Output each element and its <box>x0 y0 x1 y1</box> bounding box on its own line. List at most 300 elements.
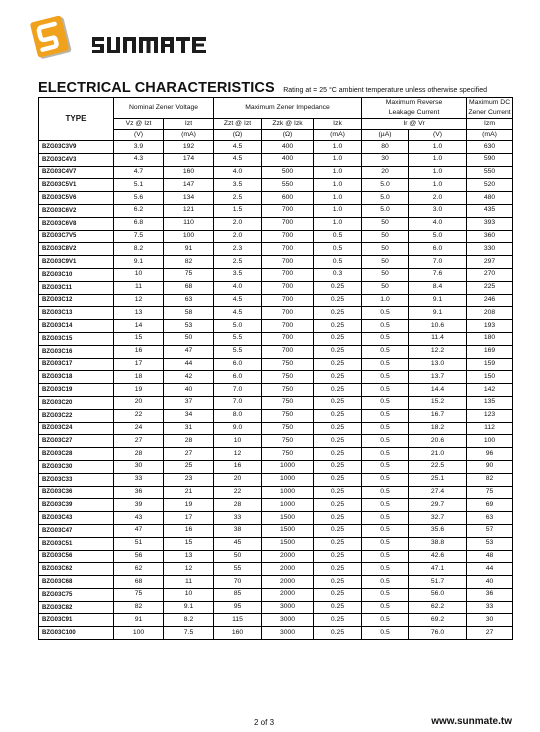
value-cell: 1000 <box>262 460 314 473</box>
table-row <box>39 153 513 166</box>
value-cell: 4.5 <box>214 294 262 307</box>
table-row <box>39 563 513 576</box>
type-cell: BZG03C28 <box>39 448 114 461</box>
table-body <box>39 141 513 640</box>
value-cell: 44 <box>164 358 214 371</box>
value-cell: 225 <box>467 281 513 294</box>
type-cell: BZG03C9V1 <box>39 256 114 269</box>
value-cell: 480 <box>467 192 513 205</box>
unit-header: (mA) <box>467 130 513 141</box>
value-cell: 39 <box>114 499 164 512</box>
value-cell: 4.7 <box>114 166 164 179</box>
value-cell: 28 <box>114 448 164 461</box>
type-cell: BZG03C4V3 <box>39 153 114 166</box>
type-cell: BZG03C16 <box>39 345 114 358</box>
value-cell: 38.8 <box>409 537 467 550</box>
type-cell: BZG03C39 <box>39 499 114 512</box>
value-cell: 1.0 <box>314 217 362 230</box>
value-cell: 550 <box>467 166 513 179</box>
value-cell: 25.1 <box>409 473 467 486</box>
type-cell: BZG03C100 <box>39 627 114 640</box>
value-cell: 36 <box>467 588 513 601</box>
value-cell: 8.2 <box>164 614 214 627</box>
type-cell: BZG03C17 <box>39 358 114 371</box>
value-cell: 36 <box>114 486 164 499</box>
type-cell: BZG03C33 <box>39 473 114 486</box>
value-cell: 53 <box>467 537 513 550</box>
value-cell: 22.5 <box>409 460 467 473</box>
value-cell: 13.7 <box>409 371 467 384</box>
value-cell: 750 <box>262 371 314 384</box>
value-cell: 3000 <box>262 627 314 640</box>
value-cell: 0.25 <box>314 384 362 397</box>
value-cell: 50 <box>362 230 409 243</box>
value-cell: 0.5 <box>314 243 362 256</box>
value-cell: 5.5 <box>214 345 262 358</box>
value-cell: 47.1 <box>409 563 467 576</box>
value-cell: 0.5 <box>362 473 409 486</box>
value-cell: 21.0 <box>409 448 467 461</box>
type-cell: BZG03C6V8 <box>39 217 114 230</box>
value-cell: 0.3 <box>314 268 362 281</box>
value-cell: 0.5 <box>362 601 409 614</box>
value-cell: 33 <box>214 512 262 525</box>
value-cell: 270 <box>467 268 513 281</box>
value-cell: 62 <box>114 563 164 576</box>
value-cell: 1.0 <box>362 294 409 307</box>
value-cell: 0.25 <box>314 512 362 525</box>
value-cell: 27 <box>467 627 513 640</box>
value-cell: 50 <box>164 332 214 345</box>
value-cell: 750 <box>262 409 314 422</box>
value-cell: 29.7 <box>409 499 467 512</box>
type-cell: BZG03C51 <box>39 537 114 550</box>
value-cell: 0.25 <box>314 371 362 384</box>
value-cell: 20.6 <box>409 435 467 448</box>
value-cell: 0.5 <box>362 320 409 333</box>
value-cell: 2.5 <box>214 256 262 269</box>
type-cell: BZG03C5V6 <box>39 192 114 205</box>
value-cell: 192 <box>164 141 214 154</box>
table-row <box>39 601 513 614</box>
value-cell: 135 <box>467 396 513 409</box>
value-cell: 0.5 <box>362 435 409 448</box>
value-cell: 5.0 <box>409 230 467 243</box>
value-cell: 82 <box>114 601 164 614</box>
value-cell: 13.0 <box>409 358 467 371</box>
value-cell: 50 <box>362 268 409 281</box>
table-row <box>39 371 513 384</box>
value-cell: 31 <box>164 422 214 435</box>
value-cell: 0.5 <box>362 499 409 512</box>
value-cell: 0.25 <box>314 499 362 512</box>
sunmate-logo-graphic <box>28 10 213 66</box>
table-row <box>39 422 513 435</box>
value-cell: 10 <box>214 435 262 448</box>
value-cell: 68 <box>164 281 214 294</box>
value-cell: 69 <box>467 499 513 512</box>
table-row <box>39 576 513 589</box>
value-cell: 37 <box>164 396 214 409</box>
value-cell: 6.0 <box>214 371 262 384</box>
value-cell: 16 <box>164 524 214 537</box>
table-row <box>39 435 513 448</box>
value-cell: 76.0 <box>409 627 467 640</box>
value-cell: 20 <box>362 166 409 179</box>
value-cell: 0.25 <box>314 396 362 409</box>
value-cell: 2.0 <box>214 230 262 243</box>
value-cell: 40 <box>467 576 513 589</box>
value-cell: 44 <box>467 563 513 576</box>
value-cell: 1.0 <box>314 204 362 217</box>
value-cell: 15 <box>164 537 214 550</box>
value-cell: 700 <box>262 345 314 358</box>
value-cell: 10 <box>164 588 214 601</box>
table-row <box>39 256 513 269</box>
value-cell: 500 <box>262 166 314 179</box>
value-cell: 68 <box>114 576 164 589</box>
value-cell: 30 <box>114 460 164 473</box>
value-cell: 0.25 <box>314 294 362 307</box>
value-cell: 435 <box>467 204 513 217</box>
value-cell: 50 <box>362 256 409 269</box>
value-cell: 0.5 <box>362 345 409 358</box>
value-cell: 0.5 <box>362 486 409 499</box>
unit-header: (Ω) <box>214 130 262 141</box>
value-cell: 2000 <box>262 576 314 589</box>
table-row <box>39 473 513 486</box>
value-cell: 400 <box>262 153 314 166</box>
value-cell: 0.25 <box>314 601 362 614</box>
value-cell: 0.5 <box>362 460 409 473</box>
value-cell: 750 <box>262 435 314 448</box>
value-cell: 750 <box>262 448 314 461</box>
value-cell: 1.0 <box>409 179 467 192</box>
table-row <box>39 460 513 473</box>
value-cell: 47 <box>164 345 214 358</box>
value-cell: 7.6 <box>409 268 467 281</box>
value-cell: 33 <box>467 601 513 614</box>
value-cell: 6.8 <box>114 217 164 230</box>
table-row <box>39 384 513 397</box>
type-cell: BZG03C75 <box>39 588 114 601</box>
type-cell: BZG03C18 <box>39 371 114 384</box>
value-cell: 7.5 <box>164 627 214 640</box>
value-cell: 2000 <box>262 563 314 576</box>
value-cell: 14.4 <box>409 384 467 397</box>
value-cell: 95 <box>214 601 262 614</box>
value-cell: 297 <box>467 256 513 269</box>
value-cell: 4.5 <box>214 141 262 154</box>
table-row <box>39 217 513 230</box>
website-url: www.sunmate.tw <box>431 716 512 727</box>
value-cell: 27 <box>114 435 164 448</box>
table-row <box>39 524 513 537</box>
value-cell: 0.25 <box>314 627 362 640</box>
value-cell: 17 <box>114 358 164 371</box>
value-cell: 19 <box>114 384 164 397</box>
value-cell: 63 <box>467 512 513 525</box>
value-cell: 174 <box>164 153 214 166</box>
value-cell: 1.0 <box>314 153 362 166</box>
value-cell: 0.5 <box>362 371 409 384</box>
value-cell: 0.25 <box>314 448 362 461</box>
value-cell: 630 <box>467 141 513 154</box>
value-cell: 700 <box>262 243 314 256</box>
value-cell: 7.0 <box>409 256 467 269</box>
value-cell: 1000 <box>262 473 314 486</box>
value-cell: 75 <box>467 486 513 499</box>
type-cell: BZG03C7V5 <box>39 230 114 243</box>
value-cell: 700 <box>262 320 314 333</box>
value-cell: 550 <box>262 179 314 192</box>
unit-header: (Ω) <box>262 130 314 141</box>
value-cell: 20 <box>114 396 164 409</box>
value-cell: 7.0 <box>214 396 262 409</box>
value-cell: 13 <box>164 550 214 563</box>
value-cell: 0.5 <box>362 576 409 589</box>
value-cell: 0.25 <box>314 614 362 627</box>
value-cell: 0.25 <box>314 537 362 550</box>
value-cell: 3000 <box>262 601 314 614</box>
type-cell: BZG03C8V2 <box>39 243 114 256</box>
value-cell: 0.25 <box>314 576 362 589</box>
type-cell: BZG03C47 <box>39 524 114 537</box>
unit-header: (mA) <box>164 130 214 141</box>
value-cell: 3.5 <box>214 268 262 281</box>
value-cell: 7.5 <box>114 230 164 243</box>
value-cell: 62.2 <box>409 601 467 614</box>
value-cell: 0.25 <box>314 486 362 499</box>
value-cell: 1.0 <box>314 166 362 179</box>
value-cell: 42 <box>164 371 214 384</box>
value-cell: 0.25 <box>314 332 362 345</box>
value-cell: 2.5 <box>214 192 262 205</box>
table-row <box>39 512 513 525</box>
value-cell: 3000 <box>262 614 314 627</box>
value-cell: 0.5 <box>362 512 409 525</box>
table-row <box>39 243 513 256</box>
table-row <box>39 358 513 371</box>
value-cell: 1500 <box>262 512 314 525</box>
section-title: ELECTRICAL CHARACTERISTICS <box>38 80 275 96</box>
table-row <box>39 345 513 358</box>
value-cell: 0.25 <box>314 281 362 294</box>
value-cell: 0.5 <box>362 524 409 537</box>
value-cell: 4.5 <box>214 307 262 320</box>
unit-header: (µA) <box>362 130 409 141</box>
rating-note: Rating at = 25 °C ambient temperature unless otherwise specified <box>283 87 487 94</box>
table-row <box>39 614 513 627</box>
value-cell: 27 <box>164 448 214 461</box>
table-row <box>39 409 513 422</box>
value-cell: 1.0 <box>314 141 362 154</box>
value-cell: 0.25 <box>314 345 362 358</box>
value-cell: 5.0 <box>362 192 409 205</box>
value-cell: 700 <box>262 268 314 281</box>
value-cell: 147 <box>164 179 214 192</box>
value-cell: 9.1 <box>409 307 467 320</box>
type-cell: BZG03C27 <box>39 435 114 448</box>
value-cell: 22 <box>214 486 262 499</box>
section-heading <box>38 79 487 97</box>
value-cell: 4.0 <box>409 217 467 230</box>
type-cell: BZG03C24 <box>39 422 114 435</box>
value-cell: 11 <box>114 281 164 294</box>
table-row <box>39 179 513 192</box>
value-cell: 28 <box>164 435 214 448</box>
value-cell: 0.25 <box>314 409 362 422</box>
value-cell: 110 <box>164 217 214 230</box>
value-cell: 47 <box>114 524 164 537</box>
table-row <box>39 268 513 281</box>
value-cell: 0.5 <box>314 230 362 243</box>
value-cell: 3.5 <box>214 179 262 192</box>
table-row <box>39 141 513 154</box>
value-cell: 56 <box>114 550 164 563</box>
maximum-zener-impedance-header: Maximum Zener Impedance <box>214 98 362 119</box>
value-cell: 22 <box>114 409 164 422</box>
value-cell: 16 <box>214 460 262 473</box>
value-cell: 12 <box>214 448 262 461</box>
value-cell: 43 <box>114 512 164 525</box>
value-cell: 13 <box>114 307 164 320</box>
value-cell: 0.5 <box>362 358 409 371</box>
table-row <box>39 550 513 563</box>
value-cell: 0.25 <box>314 435 362 448</box>
value-cell: 15.2 <box>409 396 467 409</box>
value-cell: 55 <box>214 563 262 576</box>
value-cell: 134 <box>164 192 214 205</box>
value-cell: 30 <box>362 153 409 166</box>
type-cell: BZG03C19 <box>39 384 114 397</box>
value-cell: 58 <box>164 307 214 320</box>
value-cell: 56.0 <box>409 588 467 601</box>
value-cell: 1500 <box>262 524 314 537</box>
value-cell: 35.6 <box>409 524 467 537</box>
value-cell: 0.5 <box>362 550 409 563</box>
value-cell: 75 <box>114 588 164 601</box>
value-cell: 1.0 <box>409 166 467 179</box>
value-cell: 0.25 <box>314 307 362 320</box>
value-cell: 5.0 <box>362 204 409 217</box>
value-cell: 1.0 <box>409 153 467 166</box>
value-cell: 0.25 <box>314 563 362 576</box>
value-cell: 34 <box>164 409 214 422</box>
value-cell: 142 <box>467 384 513 397</box>
maximum-dc-zener-current-header: Maximum DC Zener Current <box>467 98 513 119</box>
value-cell: 100 <box>164 230 214 243</box>
value-cell: 70 <box>214 576 262 589</box>
value-cell: 19 <box>164 499 214 512</box>
unit-header: (V) <box>409 130 467 141</box>
table-row <box>39 332 513 345</box>
value-cell: 0.25 <box>314 460 362 473</box>
table-row <box>39 499 513 512</box>
value-cell: 30 <box>467 614 513 627</box>
value-cell: 0.25 <box>314 358 362 371</box>
value-cell: 18 <box>114 371 164 384</box>
vz-header: Vz @ Izt <box>114 119 164 130</box>
value-cell: 0.25 <box>314 524 362 537</box>
value-cell: 0.5 <box>362 588 409 601</box>
value-cell: 50 <box>362 217 409 230</box>
value-cell: 82 <box>164 256 214 269</box>
type-cell: BZG03C4V7 <box>39 166 114 179</box>
value-cell: 160 <box>214 627 262 640</box>
value-cell: 0.5 <box>362 627 409 640</box>
value-cell: 5.5 <box>214 332 262 345</box>
value-cell: 21 <box>164 486 214 499</box>
type-cell: BZG03C91 <box>39 614 114 627</box>
value-cell: 69.2 <box>409 614 467 627</box>
value-cell: 8.4 <box>409 281 467 294</box>
table-row <box>39 320 513 333</box>
value-cell: 9.1 <box>114 256 164 269</box>
value-cell: 45 <box>214 537 262 550</box>
value-cell: 360 <box>467 230 513 243</box>
value-cell: 700 <box>262 230 314 243</box>
value-cell: 750 <box>262 358 314 371</box>
value-cell: 28 <box>214 499 262 512</box>
value-cell: 63 <box>164 294 214 307</box>
value-cell: 112 <box>467 422 513 435</box>
unit-header: (V) <box>114 130 164 141</box>
value-cell: 0.5 <box>362 614 409 627</box>
type-cell: BZG03C12 <box>39 294 114 307</box>
value-cell: 5.0 <box>214 320 262 333</box>
type-cell: BZG03C30 <box>39 460 114 473</box>
value-cell: 20 <box>214 473 262 486</box>
type-header: TYPE <box>39 98 114 141</box>
value-cell: 2000 <box>262 550 314 563</box>
value-cell: 0.25 <box>314 320 362 333</box>
value-cell: 4.3 <box>114 153 164 166</box>
type-cell: BZG03C3V9 <box>39 141 114 154</box>
value-cell: 400 <box>262 141 314 154</box>
value-cell: 50 <box>214 550 262 563</box>
value-cell: 33 <box>114 473 164 486</box>
value-cell: 115 <box>214 614 262 627</box>
value-cell: 700 <box>262 294 314 307</box>
value-cell: 0.5 <box>314 256 362 269</box>
value-cell: 0.25 <box>314 550 362 563</box>
value-cell: 27.4 <box>409 486 467 499</box>
type-cell: BZG03C82 <box>39 601 114 614</box>
value-cell: 2.0 <box>409 192 467 205</box>
table-row <box>39 307 513 320</box>
value-cell: 57 <box>467 524 513 537</box>
type-cell: BZG03C68 <box>39 576 114 589</box>
value-cell: 16 <box>114 345 164 358</box>
table-row <box>39 537 513 550</box>
value-cell: 12 <box>164 563 214 576</box>
value-cell: 2.0 <box>214 217 262 230</box>
value-cell: 38 <box>214 524 262 537</box>
value-cell: 15 <box>114 332 164 345</box>
value-cell: 1000 <box>262 486 314 499</box>
type-cell: BZG03C10 <box>39 268 114 281</box>
value-cell: 10.6 <box>409 320 467 333</box>
value-cell: 169 <box>467 345 513 358</box>
value-cell: 6.2 <box>114 204 164 217</box>
value-cell: 25 <box>164 460 214 473</box>
value-cell: 600 <box>262 192 314 205</box>
value-cell: 16.7 <box>409 409 467 422</box>
value-cell: 48 <box>467 550 513 563</box>
value-cell: 7.0 <box>214 384 262 397</box>
value-cell: 40 <box>164 384 214 397</box>
